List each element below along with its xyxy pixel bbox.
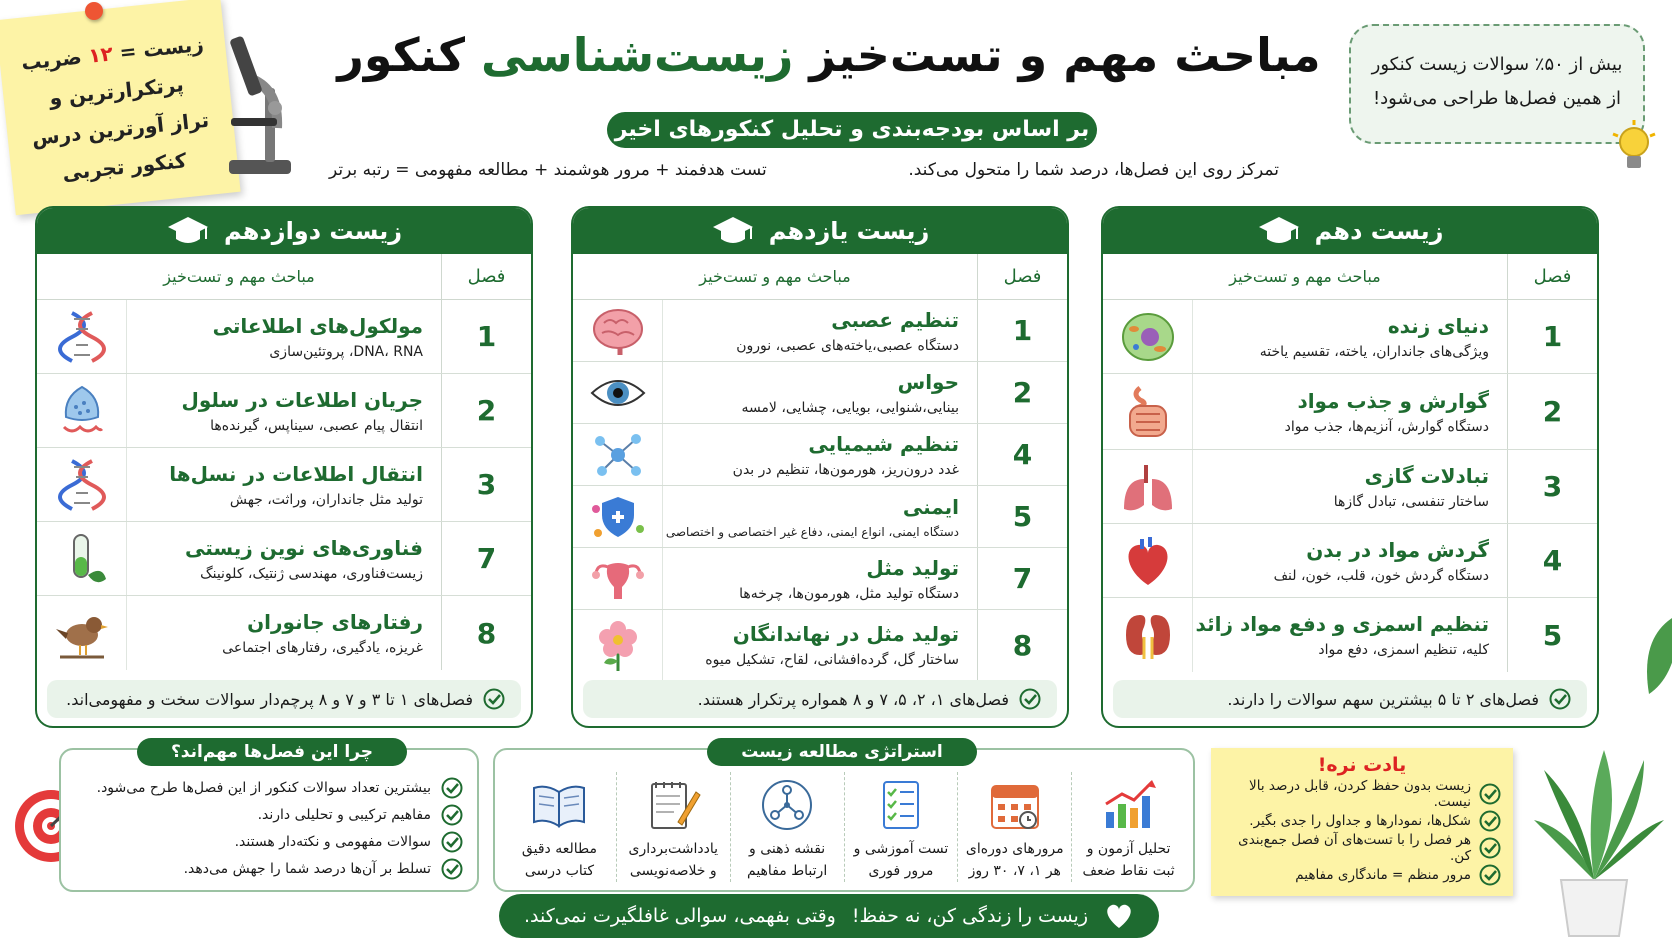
panel-grade-12 — [36, 206, 534, 728]
column-header-topics: مباحث مهم و تست‌خیز — [700, 267, 852, 286]
reminder-note — [1212, 748, 1514, 896]
why-box — [60, 742, 480, 892]
table-row: 7 تولید مثل دستگاه تولید مثل، هورمون‌ها، چرخه‌ها — [574, 548, 1068, 610]
book-icon — [531, 778, 589, 832]
check-icon — [442, 858, 464, 880]
heart-icon — [1105, 902, 1135, 930]
checklist-icon — [873, 778, 931, 832]
mindmap-icon — [759, 778, 817, 832]
reminder-item: مرور منظم = ماندگاری مفاهیم — [1224, 861, 1502, 888]
flower-icon — [591, 617, 647, 673]
graduation-cap-icon — [712, 215, 756, 247]
page-title: مباحث مهم و تست‌خیز زیست‌شناسی کنکور — [338, 28, 1322, 82]
check-icon — [1480, 783, 1502, 805]
subtitle-pill: بر اساس بودجه‌بندی و تحلیل کنکورهای اخیر — [608, 112, 1098, 148]
panel-grade-11 — [572, 206, 1070, 728]
panel-footer: فصل‌های ۱، ۲، ۵، ۷ و ۸ همواره پرتکرار هستند. — [584, 680, 1058, 718]
uterus-icon — [591, 551, 647, 607]
kidney-icon — [1121, 607, 1177, 663]
check-icon — [442, 831, 464, 853]
heart-icon — [1121, 533, 1177, 589]
check-icon — [1480, 864, 1502, 886]
table-row: 7 فناوری‌های نوین زیستی زیست‌فناوری، مهندسی ژنتیک، کلونینگ — [38, 522, 532, 596]
table-row: 1 مولکول‌های اطلاعاتی DNA، RNA، پروتئین‌سازی — [38, 300, 532, 374]
reminder-item: هر فصل را با تست‌های آن فصل جمع‌بندی کن. — [1224, 834, 1502, 861]
tagline-right: تمرکز روی این فصل‌ها، درصد شما را متحول می‌کند. — [909, 160, 1280, 180]
dna-icon — [55, 457, 111, 513]
column-header-chapter: فصل — [978, 254, 1068, 299]
chart-icon — [1101, 778, 1159, 832]
column-header-topics: مباحث مهم و تست‌خیز — [164, 267, 316, 286]
dna-icon — [55, 309, 111, 365]
calendar-icon — [987, 778, 1045, 832]
why-title: چرا این فصل‌ها مهم‌اند؟ — [138, 738, 408, 766]
cell-icon — [1121, 309, 1177, 365]
strategy-item: نقشه ذهنی و ارتباط مفاهیم — [731, 772, 845, 882]
panel-header: زیست دوازدهم — [38, 208, 532, 254]
graduation-cap-icon — [167, 215, 211, 247]
column-header-chapter: فصل — [442, 254, 532, 299]
leaf-icon — [1640, 610, 1672, 700]
molecule-icon — [591, 427, 647, 483]
table-row: 4 گردش مواد در بدن دستگاه گردش خون، قلب، خون، لنف — [1104, 524, 1598, 598]
bird-icon — [55, 605, 111, 661]
eye-icon — [591, 365, 647, 421]
check-icon — [1550, 688, 1572, 710]
bottom-banner: زیست را زندگی کن، نه حفظ! وقتی بفهمی، سوالی غافلگیرت نمی‌کند. — [500, 894, 1160, 938]
check-icon — [442, 777, 464, 799]
reminder-title: یادت نره! — [1318, 754, 1408, 776]
strategy-item: مطالعه دقیق کتاب درسی — [504, 772, 617, 882]
strategy-item: یادداشت‌برداری و خلاصه‌نویسی — [617, 772, 731, 882]
lightbulb-icon — [1612, 120, 1658, 176]
reminder-item: شکل‌ها، نمودارها و جداول را جدی بگیر. — [1224, 807, 1502, 834]
panel-header: زیست دهم — [1104, 208, 1598, 254]
info-bubble: بیش از ۵۰٪ سوالات زیست کنکور از همین فصل‌ها طراحی می‌شود! — [1350, 24, 1646, 144]
table-row: 3 تبادلات گازی ساختار تنفسی، تبادل گازها — [1104, 450, 1598, 524]
tagline-left: تست هدفمند + مرور هوشمند + مطالعه مفهومی = رتبه برتر — [330, 160, 768, 180]
strategy-box — [494, 742, 1196, 892]
strategy-title: استراتژی مطالعه زیست — [708, 738, 978, 766]
table-row: 1 دنیای زنده ویژگی‌های جانداران، یاخته، تقسیم یاخته — [1104, 300, 1598, 374]
table-row: 5 ایمنی دستگاه ایمنی، انواع ایمنی، دفاع غیر اختصاصی و اختصاصی — [574, 486, 1068, 548]
check-icon — [484, 688, 506, 710]
table-row: 5 تنظیم اسمزی و دفع مواد زائد کلیه، تنظیم اسمزی، دفع مواد — [1104, 598, 1598, 672]
why-item: سوالات مفهومی و نکته‌دار هستند. — [62, 828, 478, 855]
panel-header: زیست یازدهم — [574, 208, 1068, 254]
microscope-icon — [220, 28, 300, 178]
notepad-icon — [645, 778, 703, 832]
lungs-icon — [1121, 459, 1177, 515]
check-icon — [1020, 688, 1042, 710]
table-row: 3 انتقال اطلاعات در نسل‌ها تولید مثل جانداران، وراثت، جهش — [38, 448, 532, 522]
table-row: 2 جریان اطلاعات در سلول انتقال پیام عصبی، سیناپس، گیرنده‌ها — [38, 374, 532, 448]
strategy-item: مرورهای دوره‌ای هر ۱، ۷، ۳۰ روز — [958, 772, 1072, 882]
sticky-note: زیست = ۱۲ ضریب پرتکرارترین و تراز آورترین درس کنکور تجربی — [0, 0, 242, 215]
table-row: 8 تولید مثل در نهاندانگان ساختار گل، گرده‌افشانی، لقاح، تشکیل میوه — [574, 610, 1068, 680]
table-row: 8 رفتارهای جانوران غریزه، یادگیری، رفتارهای اجتماعی — [38, 596, 532, 670]
check-icon — [442, 804, 464, 826]
why-item: تسلط بر آن‌ها درصد شما را جهش می‌دهد. — [62, 855, 478, 882]
table-row: 1 تنظیم عصبی دستگاه عصبی،یاخته‌های عصبی، نورون — [574, 300, 1068, 362]
panel-grade-10 — [1102, 206, 1600, 728]
panel-footer: فصل‌های ۱ تا ۳ و ۷ و ۸ پرچم‌دار سوالات سخت و مفهومی‌اند. — [48, 680, 522, 718]
strategy-item: تحلیل آزمون و ثبت نقاط ضعف — [1072, 772, 1186, 882]
synapse-icon — [55, 383, 111, 439]
intestine-icon — [1121, 384, 1177, 440]
test-tube-icon — [55, 531, 111, 587]
why-item: بیشترین تعداد سوالات کنکور از این فصل‌ها طرح می‌شود. — [62, 774, 478, 801]
check-icon — [1480, 810, 1502, 832]
column-header-chapter: فصل — [1508, 254, 1598, 299]
column-header-topics: مباحث مهم و تست‌خیز — [1230, 267, 1382, 286]
strategy-item: تست آموزشی و مرور فوری — [845, 772, 959, 882]
graduation-cap-icon — [1258, 215, 1302, 247]
table-row: 4 تنظیم شیمیایی غدد درون‌ریز، هورمون‌ها، تنظیم در بدن — [574, 424, 1068, 486]
table-row: 2 گوارش و جذب مواد دستگاه گوارش، آنزیم‌ها، جذب مواد — [1104, 374, 1598, 450]
panel-footer: فصل‌های ۲ تا ۵ بیشترین سهم سوالات را دارند. — [1114, 680, 1588, 718]
table-row: 2 حواس بینایی،شنوایی، بویایی، چشایی، لامسه — [574, 362, 1068, 424]
reminder-item: زیست بدون حفظ کردن، قابل درصد بالا نیست. — [1224, 780, 1502, 807]
immune-shield-icon — [591, 489, 647, 545]
title-highlight: زیست‌شناسی — [482, 28, 795, 82]
brain-icon — [591, 303, 647, 359]
check-icon — [1480, 837, 1502, 859]
why-item: مفاهیم ترکیبی و تحلیلی دارند. — [62, 801, 478, 828]
plant-icon — [1520, 740, 1670, 940]
pin-icon — [86, 2, 104, 20]
